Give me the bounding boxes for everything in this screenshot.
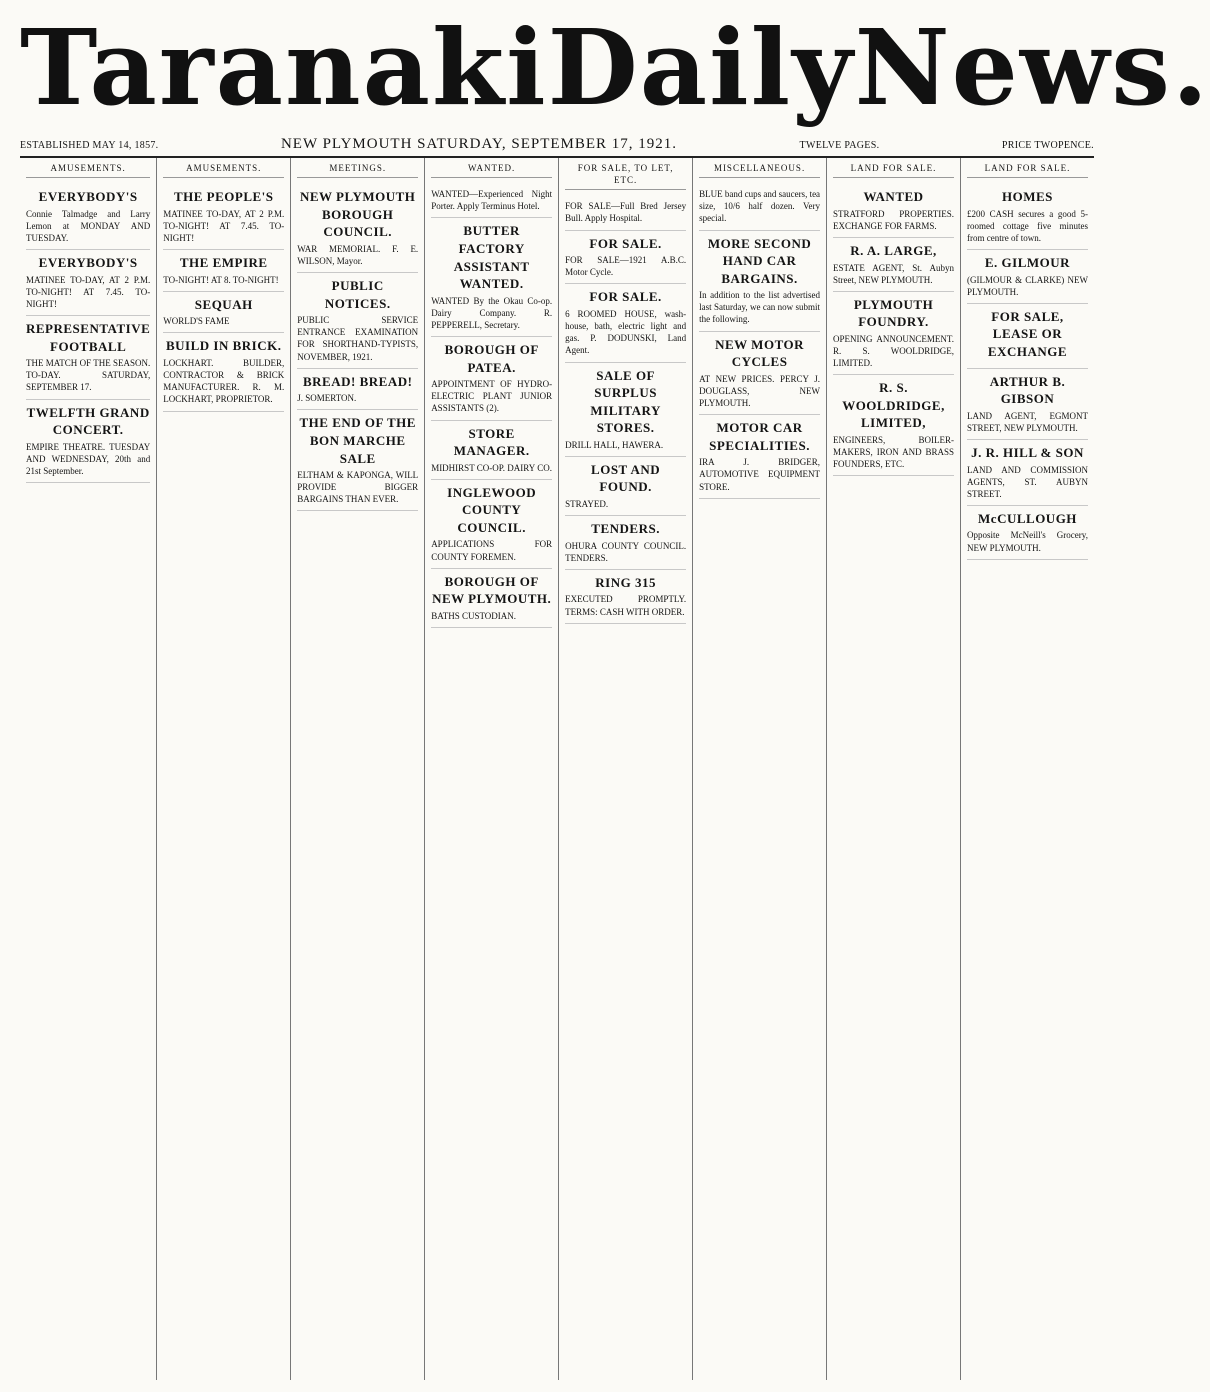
advertisement xyxy=(431,480,552,569)
column-heading: LAND FOR SALE. xyxy=(833,162,954,178)
advertisement-heading: BOROUGH OF PATEA. xyxy=(444,342,539,375)
masthead-word-left: Taranaki xyxy=(20,6,548,129)
advertisement xyxy=(163,292,284,334)
advertisement xyxy=(26,250,150,316)
advertisement-heading: R. S. WOOLDRIDGE, LIMITED, xyxy=(842,380,945,431)
advertisement xyxy=(967,369,1088,440)
newspaper-columns xyxy=(20,158,1094,1380)
newspaper-column xyxy=(20,158,157,1380)
advertisement-body: STRATFORD PROPERTIES. EXCHANGE FOR FARMS. xyxy=(833,208,954,231)
advertisement-heading: INGLEWOOD COUNTY COUNCIL. xyxy=(447,484,537,535)
advertisement-heading: PUBLIC NOTICES. xyxy=(324,278,391,311)
advertisement-body: WAR MEMORIAL. F. E. WILSON, Mayor. xyxy=(297,243,419,266)
advertisement-heading: HOMES xyxy=(1002,189,1053,205)
advertisement xyxy=(699,231,820,332)
advertisement-body: MIDHIRST CO-OP. DAIRY CO. xyxy=(431,462,552,473)
advertisement-body: OHURA COUNTY COUNCIL. TENDERS. xyxy=(565,540,687,563)
advertisement-body: LAND AGENT, EGMONT STREET, NEW PLYMOUTH. xyxy=(967,410,1088,433)
advertisement-body: FOR SALE—Full Bred Jersey Bull. Apply Hospital. xyxy=(565,201,687,224)
advertisement xyxy=(565,516,686,570)
advertisement-body: In addition to the list advertised last Saturday, we can now submit the following. xyxy=(699,290,821,325)
advertisement-body: OPENING ANNOUNCEMENT. R. S. WOOLDRIDGE, LIMITED. xyxy=(833,333,954,369)
advertisement-heading: MORE SECOND HAND CAR BARGAINS. xyxy=(707,235,812,286)
advertisement xyxy=(565,457,686,516)
advertisement xyxy=(431,218,552,337)
advertisement-heading: STORE MANAGER. xyxy=(453,425,530,459)
advertisement-heading: ARTHUR B. GIBSON xyxy=(989,373,1066,407)
advertisement xyxy=(967,184,1088,250)
column-heading: MEETINGS. xyxy=(297,162,418,178)
advertisement xyxy=(26,184,150,250)
advertisement-heading: J. R. HILL & SON xyxy=(971,444,1084,460)
advertisement-heading: BUTTER FACTORY ASSISTANT WANTED. xyxy=(453,223,530,292)
newspaper-column xyxy=(425,158,559,1380)
advertisement-heading: THE PEOPLE'S xyxy=(173,189,274,205)
advertisement xyxy=(431,184,552,218)
advertisement-body: AT NEW PRICES. PERCY J. DOUGLASS, NEW PLYMOUTH. xyxy=(699,373,821,408)
column-heading: LAND FOR SALE. xyxy=(967,162,1088,178)
masthead-word-middle: Daily xyxy=(547,6,855,129)
advertisement-heading: R. A. LARGE, xyxy=(850,242,937,258)
advertisement-heading: THE EMPIRE xyxy=(179,255,268,271)
advertisement-body: ESTATE AGENT, St. Aubyn Street, NEW PLYMOUTH. xyxy=(833,262,954,285)
advertisement xyxy=(26,316,150,400)
advertisement-heading: NEW MOTOR CYCLES xyxy=(715,336,805,370)
advertisement-heading: MOTOR CAR SPECIALITIES. xyxy=(709,420,810,453)
advertisement-body: MATINEE TO-DAY, AT 2 P.M. TO-NIGHT! AT 7.45. TO-NIGHT! xyxy=(26,274,151,309)
advertisement-heading: BUILD IN BRICK. xyxy=(166,338,282,354)
advertisement-heading: FOR SALE. xyxy=(589,289,662,305)
advertisement-heading: SALE OF SURPLUS MILITARY STORES. xyxy=(590,367,661,436)
dateline xyxy=(20,136,1094,158)
advertisement-body: STRAYED. xyxy=(565,498,609,509)
advertisement-heading: LOST AND FOUND. xyxy=(591,461,661,495)
masthead xyxy=(20,6,1210,129)
advertisement xyxy=(699,184,820,230)
advertisement xyxy=(163,184,284,250)
advertisement-body: MATINEE TO-DAY, AT 2 P.M. TO-NIGHT! AT 7.45. TO-NIGHT! xyxy=(163,208,285,243)
advertisement-heading: THE END OF THE BON MARCHE SALE xyxy=(299,415,416,466)
advertisement xyxy=(833,375,954,476)
column-heading: AMUSEMENTS. xyxy=(26,162,150,178)
masthead-word-right: News. xyxy=(854,6,1210,129)
newspaper-column xyxy=(693,158,827,1380)
advertisement-heading: BREAD! BREAD! xyxy=(303,373,413,389)
advertisement-body: FOR SALE—1921 A.B.C. Motor Cycle. xyxy=(565,255,687,278)
advertisement-heading: EVERYBODY'S xyxy=(38,189,138,205)
advertisement xyxy=(297,184,418,273)
advertisement-heading: TWELFTH GRAND CONCERT. xyxy=(26,404,150,438)
advertisement-body: 6 ROOMED HOUSE, wash-house, bath, electric light and gas. P. DODUNSKI, Land Agent. xyxy=(565,308,687,356)
advertisement xyxy=(565,363,686,457)
column-heading: MISCELLANEOUS. xyxy=(699,162,820,178)
advertisement-body: WORLD'S FAME xyxy=(163,316,230,327)
advertisement-body: LOCKHART. BUILDER, CONTRACTOR & BRICK MANUFACTURER. R. M. LOCKHART, PROPRIETOR. xyxy=(163,358,285,405)
advertisement xyxy=(163,333,284,411)
advertisement xyxy=(297,273,418,369)
advertisement xyxy=(565,196,686,230)
advertisement-body: EMPIRE THEATRE. TUESDAY AND WEDNESDAY, 20th and 21st September. xyxy=(26,441,151,476)
advertisement xyxy=(833,184,954,238)
advertisement-body: Opposite McNeill's Grocery, NEW PLYMOUTH. xyxy=(967,530,1088,553)
advertisement xyxy=(833,238,954,292)
advertisement xyxy=(431,569,552,628)
advertisement xyxy=(967,440,1088,506)
advertisement-body: ENGINEERS, BOILER-MAKERS, IRON AND BRASS FOUNDERS, ETC. xyxy=(833,434,954,470)
advertisement xyxy=(967,506,1088,560)
advertisement xyxy=(699,332,820,416)
advertisement-heading: BOROUGH OF NEW PLYMOUTH. xyxy=(432,573,552,607)
advertisement-body: WANTED By the Okau Co-op. Dairy Company. R. PEPPERELL, Secretary. xyxy=(431,295,553,330)
advertisement-body: DRILL HALL, HAWERA. xyxy=(565,439,664,450)
advertisement-body: LAND AND COMMISSION AGENTS, ST. AUBYN STREET. xyxy=(967,464,1088,499)
advertisement-heading: FOR SALE. xyxy=(589,235,662,251)
advertisement-heading: PLYMOUTH FOUNDRY. xyxy=(853,296,934,330)
newspaper-column xyxy=(827,158,961,1380)
advertisement-heading: FOR SALE, LEASE OR EXCHANGE xyxy=(987,308,1068,360)
newspaper-column xyxy=(961,158,1094,1380)
advertisement xyxy=(565,570,686,624)
advertisement xyxy=(967,250,1088,304)
advertisement xyxy=(431,421,552,480)
advertisement-body: WANTED—Experienced Night Porter. Apply Terminus Hotel. xyxy=(431,189,553,212)
advertisement xyxy=(163,250,284,292)
advertisement xyxy=(699,415,820,499)
advertisement xyxy=(967,304,1088,369)
established-line: ESTABLISHED MAY 14, 1857. xyxy=(20,140,159,151)
pages-line: TWELVE PAGES. xyxy=(799,140,880,151)
advertisement xyxy=(297,369,418,411)
advertisement-body: ELTHAM & KAPONGA, WILL PROVIDE BIGGER BARGAINS THAN EVER. xyxy=(297,470,419,505)
advertisement-body: TO-NIGHT! AT 8. TO-NIGHT! xyxy=(163,274,279,285)
advertisement-heading: EVERYBODY'S xyxy=(38,255,138,271)
newspaper-column xyxy=(157,158,291,1380)
newspaper-column xyxy=(291,158,425,1380)
column-heading: FOR SALE, TO LET, ETC. xyxy=(565,162,686,190)
advertisement-body: PUBLIC SERVICE ENTRANCE EXAMINATION FOR SHORTHAND-TYPISTS, NOVEMBER, 1921. xyxy=(297,315,419,362)
advertisement xyxy=(431,337,552,421)
advertisement-body: APPOINTMENT OF HYDRO-ELECTRIC PLANT JUNIOR ASSISTANTS (2). xyxy=(431,379,553,414)
advertisement-body: BATHS CUSTODIAN. xyxy=(431,610,517,621)
advertisement xyxy=(297,410,418,511)
advertisement xyxy=(26,400,150,484)
price-line: PRICE TWOPENCE. xyxy=(1001,140,1094,151)
advertisement-body: (GILMOUR & CLARKE) NEW PLYMOUTH. xyxy=(967,274,1088,297)
advertisement-body: THE MATCH OF THE SEASON. TO-DAY. SATURDAY, SEPTEMBER 17. xyxy=(26,358,151,393)
column-heading: AMUSEMENTS. xyxy=(163,162,284,178)
advertisement-body: EXECUTED PROMPTLY. TERMS: CASH WITH ORDER. xyxy=(565,594,687,617)
advertisement-heading: TENDERS. xyxy=(591,521,660,537)
advertisement-heading: REPRESENTATIVE FOOTBALL xyxy=(26,321,151,354)
place-date-line: NEW PLYMOUTH SATURDAY, SEPTEMBER 17, 1921. xyxy=(280,136,678,152)
advertisement-heading: NEW PLYMOUTH BOROUGH COUNCIL. xyxy=(299,189,416,240)
advertisement-heading: E. GILMOUR xyxy=(984,255,1071,271)
column-heading: WANTED. xyxy=(431,162,552,178)
advertisement-heading: WANTED xyxy=(863,189,924,205)
advertisement-body: IRA J. BRIDGER, AUTOMOTIVE EQUIPMENT STORE. xyxy=(699,457,821,492)
advertisement-body: Connie Talmadge and Larry Lemon at MONDAY AND TUESDAY. xyxy=(26,208,151,243)
advertisement-heading: RING 315 xyxy=(595,574,656,590)
newspaper-column xyxy=(559,158,693,1380)
advertisement xyxy=(565,231,686,285)
advertisement-heading: SEQUAH xyxy=(194,296,253,312)
advertisement-heading: McCULLOUGH xyxy=(978,510,1077,526)
advertisement-body: BLUE band cups and saucers, tea size, 10/6 half dozen. Very special. xyxy=(699,189,821,224)
advertisement-body: £200 CASH secures a good 5-roomed cottage five minutes from centre of town. xyxy=(967,208,1088,243)
advertisement xyxy=(565,284,686,362)
advertisement-body: J. SOMERTON. xyxy=(297,393,357,404)
advertisement-body: APPLICATIONS FOR COUNTY FOREMEN. xyxy=(431,539,553,562)
advertisement xyxy=(833,292,954,376)
